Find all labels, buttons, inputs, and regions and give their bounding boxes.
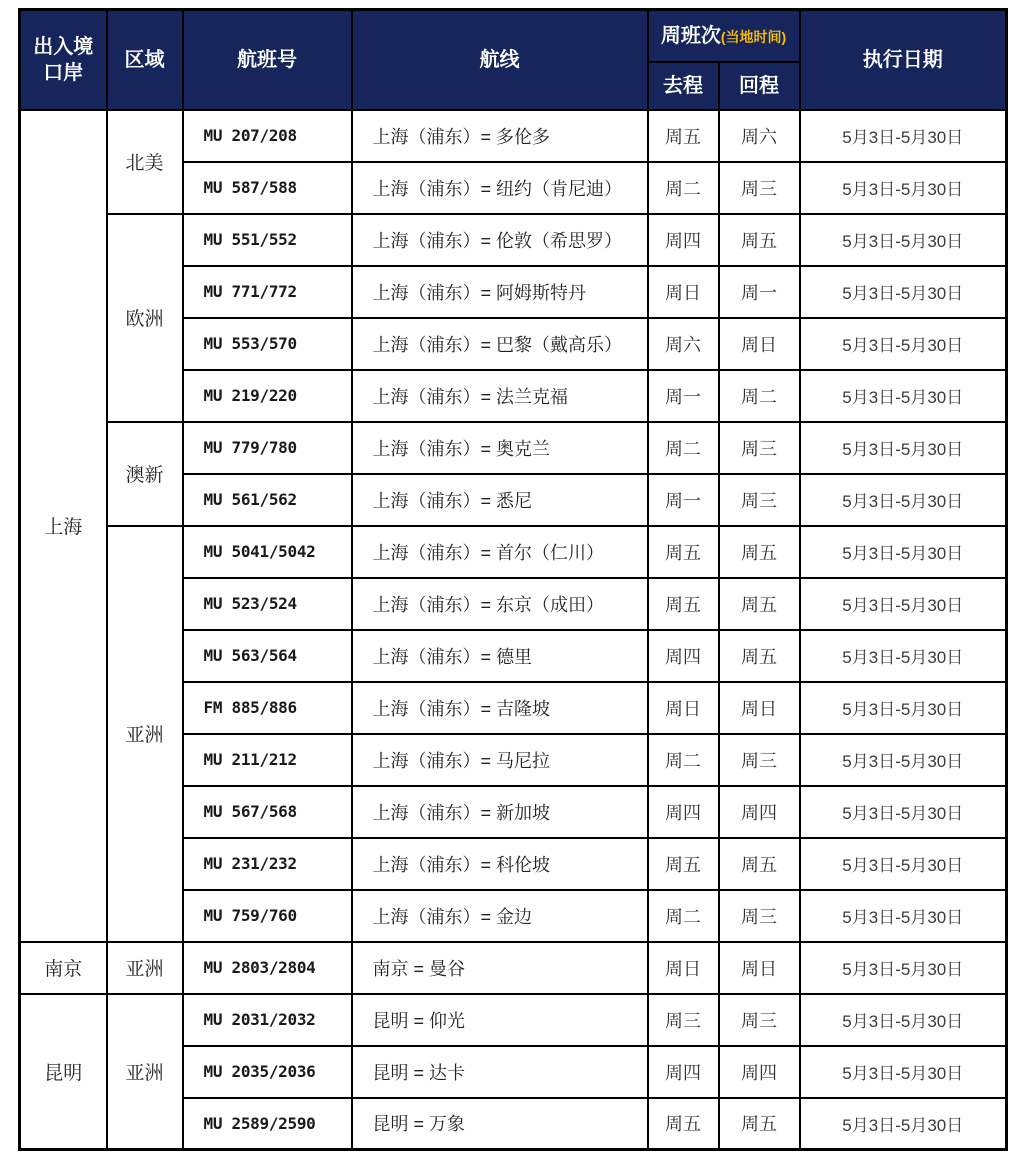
return-day-cell: 周四: [719, 786, 800, 838]
weekly-label: 周班次: [660, 24, 721, 47]
flight-no-cell: MU 211/212: [183, 734, 352, 786]
outbound-day-cell: 周二: [648, 890, 719, 942]
dates-cell: 5月3日-5月30日: [800, 890, 1007, 942]
col-header-dates: 执行日期: [800, 10, 1007, 110]
port-cell: 昆明: [20, 994, 107, 1150]
outbound-day-cell: 周三: [648, 994, 719, 1046]
dates-cell: 5月3日-5月30日: [800, 162, 1007, 214]
route-cell: 上海（浦东）= 法兰克福: [352, 370, 648, 422]
dates-cell: 5月3日-5月30日: [800, 630, 1007, 682]
dates-cell: 5月3日-5月30日: [800, 266, 1007, 318]
return-day-cell: 周五: [719, 214, 800, 266]
flight-no-cell: MU 567/568: [183, 786, 352, 838]
region-cell: 亚洲: [107, 994, 183, 1150]
table-header: [20, 10, 1007, 110]
route-cell: 上海（浦东）= 奥克兰: [352, 422, 648, 474]
return-day-cell: 周三: [719, 474, 800, 526]
outbound-day-cell: 周五: [648, 110, 719, 162]
outbound-day-cell: 周二: [648, 734, 719, 786]
outbound-day-cell: 周二: [648, 422, 719, 474]
flight-no-cell: MU 523/524: [183, 578, 352, 630]
dates-cell: 5月3日-5月30日: [800, 422, 1007, 474]
dates-cell: 5月3日-5月30日: [800, 474, 1007, 526]
table-body: [20, 110, 1007, 1150]
table-row: [20, 110, 1007, 162]
table-row: [20, 942, 1007, 994]
dates-cell: 5月3日-5月30日: [800, 110, 1007, 162]
return-day-cell: 周三: [719, 890, 800, 942]
route-cell: 上海（浦东）= 吉隆坡: [352, 682, 648, 734]
dates-cell: 5月3日-5月30日: [800, 1046, 1007, 1098]
col-header-weekly: [648, 10, 800, 62]
col-header-flight-no: 航班号: [183, 10, 352, 110]
return-day-cell: 周日: [719, 682, 800, 734]
route-cell: 昆明 = 仰光: [352, 994, 648, 1046]
outbound-day-cell: 周一: [648, 370, 719, 422]
route-cell: 上海（浦东）= 伦敦（希思罗）: [352, 214, 648, 266]
return-day-cell: 周日: [719, 942, 800, 994]
col-header-region: 区域: [107, 10, 183, 110]
table-row: [20, 214, 1007, 266]
outbound-day-cell: 周一: [648, 474, 719, 526]
flight-no-cell: MU 2031/2032: [183, 994, 352, 1046]
col-header-outbound: 去程: [648, 62, 719, 110]
route-cell: 上海（浦东）= 金边: [352, 890, 648, 942]
return-day-cell: 周一: [719, 266, 800, 318]
header-row-1: [20, 10, 1007, 62]
outbound-day-cell: 周六: [648, 318, 719, 370]
return-day-cell: 周四: [719, 1046, 800, 1098]
route-cell: 昆明 = 达卡: [352, 1046, 648, 1098]
return-day-cell: 周三: [719, 162, 800, 214]
dates-cell: 5月3日-5月30日: [800, 994, 1007, 1046]
table-row: [20, 526, 1007, 578]
region-cell: 澳新: [107, 422, 183, 526]
flight-no-cell: MU 219/220: [183, 370, 352, 422]
return-day-cell: 周五: [719, 630, 800, 682]
return-day-cell: 周六: [719, 110, 800, 162]
outbound-day-cell: 周五: [648, 578, 719, 630]
dates-cell: 5月3日-5月30日: [800, 786, 1007, 838]
port-cell: 南京: [20, 942, 107, 994]
outbound-day-cell: 周四: [648, 630, 719, 682]
outbound-day-cell: 周五: [648, 838, 719, 890]
return-day-cell: 周五: [719, 1098, 800, 1150]
flight-no-cell: MU 587/588: [183, 162, 352, 214]
region-cell: 亚洲: [107, 942, 183, 994]
table-row: [20, 422, 1007, 474]
flight-no-cell: MU 551/552: [183, 214, 352, 266]
outbound-day-cell: 周四: [648, 214, 719, 266]
route-cell: 昆明 = 万象: [352, 1098, 648, 1150]
flight-no-cell: MU 779/780: [183, 422, 352, 474]
flight-no-cell: MU 561/562: [183, 474, 352, 526]
route-cell: 南京 = 曼谷: [352, 942, 648, 994]
route-cell: 上海（浦东）= 悉尼: [352, 474, 648, 526]
return-day-cell: 周三: [719, 734, 800, 786]
flight-no-cell: MU 563/564: [183, 630, 352, 682]
return-day-cell: 周五: [719, 578, 800, 630]
col-header-port: 出入境口岸: [20, 10, 107, 110]
dates-cell: 5月3日-5月30日: [800, 838, 1007, 890]
return-day-cell: 周三: [719, 422, 800, 474]
outbound-day-cell: 周日: [648, 942, 719, 994]
dates-cell: 5月3日-5月30日: [800, 318, 1007, 370]
flight-no-cell: MU 2035/2036: [183, 1046, 352, 1098]
flight-no-cell: MU 759/760: [183, 890, 352, 942]
dates-cell: 5月3日-5月30日: [800, 942, 1007, 994]
flight-no-cell: MU 231/232: [183, 838, 352, 890]
route-cell: 上海（浦东）= 马尼拉: [352, 734, 648, 786]
return-day-cell: 周五: [719, 526, 800, 578]
outbound-day-cell: 周日: [648, 682, 719, 734]
outbound-day-cell: 周四: [648, 786, 719, 838]
region-cell: 北美: [107, 110, 183, 214]
dates-cell: 5月3日-5月30日: [800, 214, 1007, 266]
outbound-day-cell: 周二: [648, 162, 719, 214]
outbound-day-cell: 周五: [648, 526, 719, 578]
route-cell: 上海（浦东）= 首尔（仁川）: [352, 526, 648, 578]
route-cell: 上海（浦东）= 巴黎（戴高乐）: [352, 318, 648, 370]
flight-no-cell: MU 2589/2590: [183, 1098, 352, 1150]
dates-cell: 5月3日-5月30日: [800, 682, 1007, 734]
flight-schedule-table: [18, 8, 1008, 1151]
dates-cell: 5月3日-5月30日: [800, 734, 1007, 786]
return-day-cell: 周日: [719, 318, 800, 370]
return-day-cell: 周五: [719, 838, 800, 890]
local-time-note: (当地时间): [720, 28, 787, 45]
route-cell: 上海（浦东）= 东京（成田）: [352, 578, 648, 630]
route-cell: 上海（浦东）= 德里: [352, 630, 648, 682]
route-cell: 上海（浦东）= 阿姆斯特丹: [352, 266, 648, 318]
outbound-day-cell: 周四: [648, 1046, 719, 1098]
flight-no-cell: FM 885/886: [183, 682, 352, 734]
region-cell: 欧洲: [107, 214, 183, 422]
dates-cell: 5月3日-5月30日: [800, 370, 1007, 422]
port-cell: 上海: [20, 110, 107, 942]
outbound-day-cell: 周五: [648, 1098, 719, 1150]
region-cell: 亚洲: [107, 526, 183, 942]
flight-no-cell: MU 771/772: [183, 266, 352, 318]
flight-no-cell: MU 207/208: [183, 110, 352, 162]
col-header-return: 回程: [719, 62, 800, 110]
dates-cell: 5月3日-5月30日: [800, 526, 1007, 578]
return-day-cell: 周三: [719, 994, 800, 1046]
return-day-cell: 周二: [719, 370, 800, 422]
flight-no-cell: MU 553/570: [183, 318, 352, 370]
col-header-route: 航线: [352, 10, 648, 110]
route-cell: 上海（浦东）= 多伦多: [352, 110, 648, 162]
flight-no-cell: MU 2803/2804: [183, 942, 352, 994]
flight-no-cell: MU 5041/5042: [183, 526, 352, 578]
route-cell: 上海（浦东）= 新加坡: [352, 786, 648, 838]
route-cell: 上海（浦东）= 纽约（肯尼迪）: [352, 162, 648, 214]
route-cell: 上海（浦东）= 科伦坡: [352, 838, 648, 890]
outbound-day-cell: 周日: [648, 266, 719, 318]
dates-cell: 5月3日-5月30日: [800, 1098, 1007, 1150]
table-row: [20, 994, 1007, 1046]
dates-cell: 5月3日-5月30日: [800, 578, 1007, 630]
